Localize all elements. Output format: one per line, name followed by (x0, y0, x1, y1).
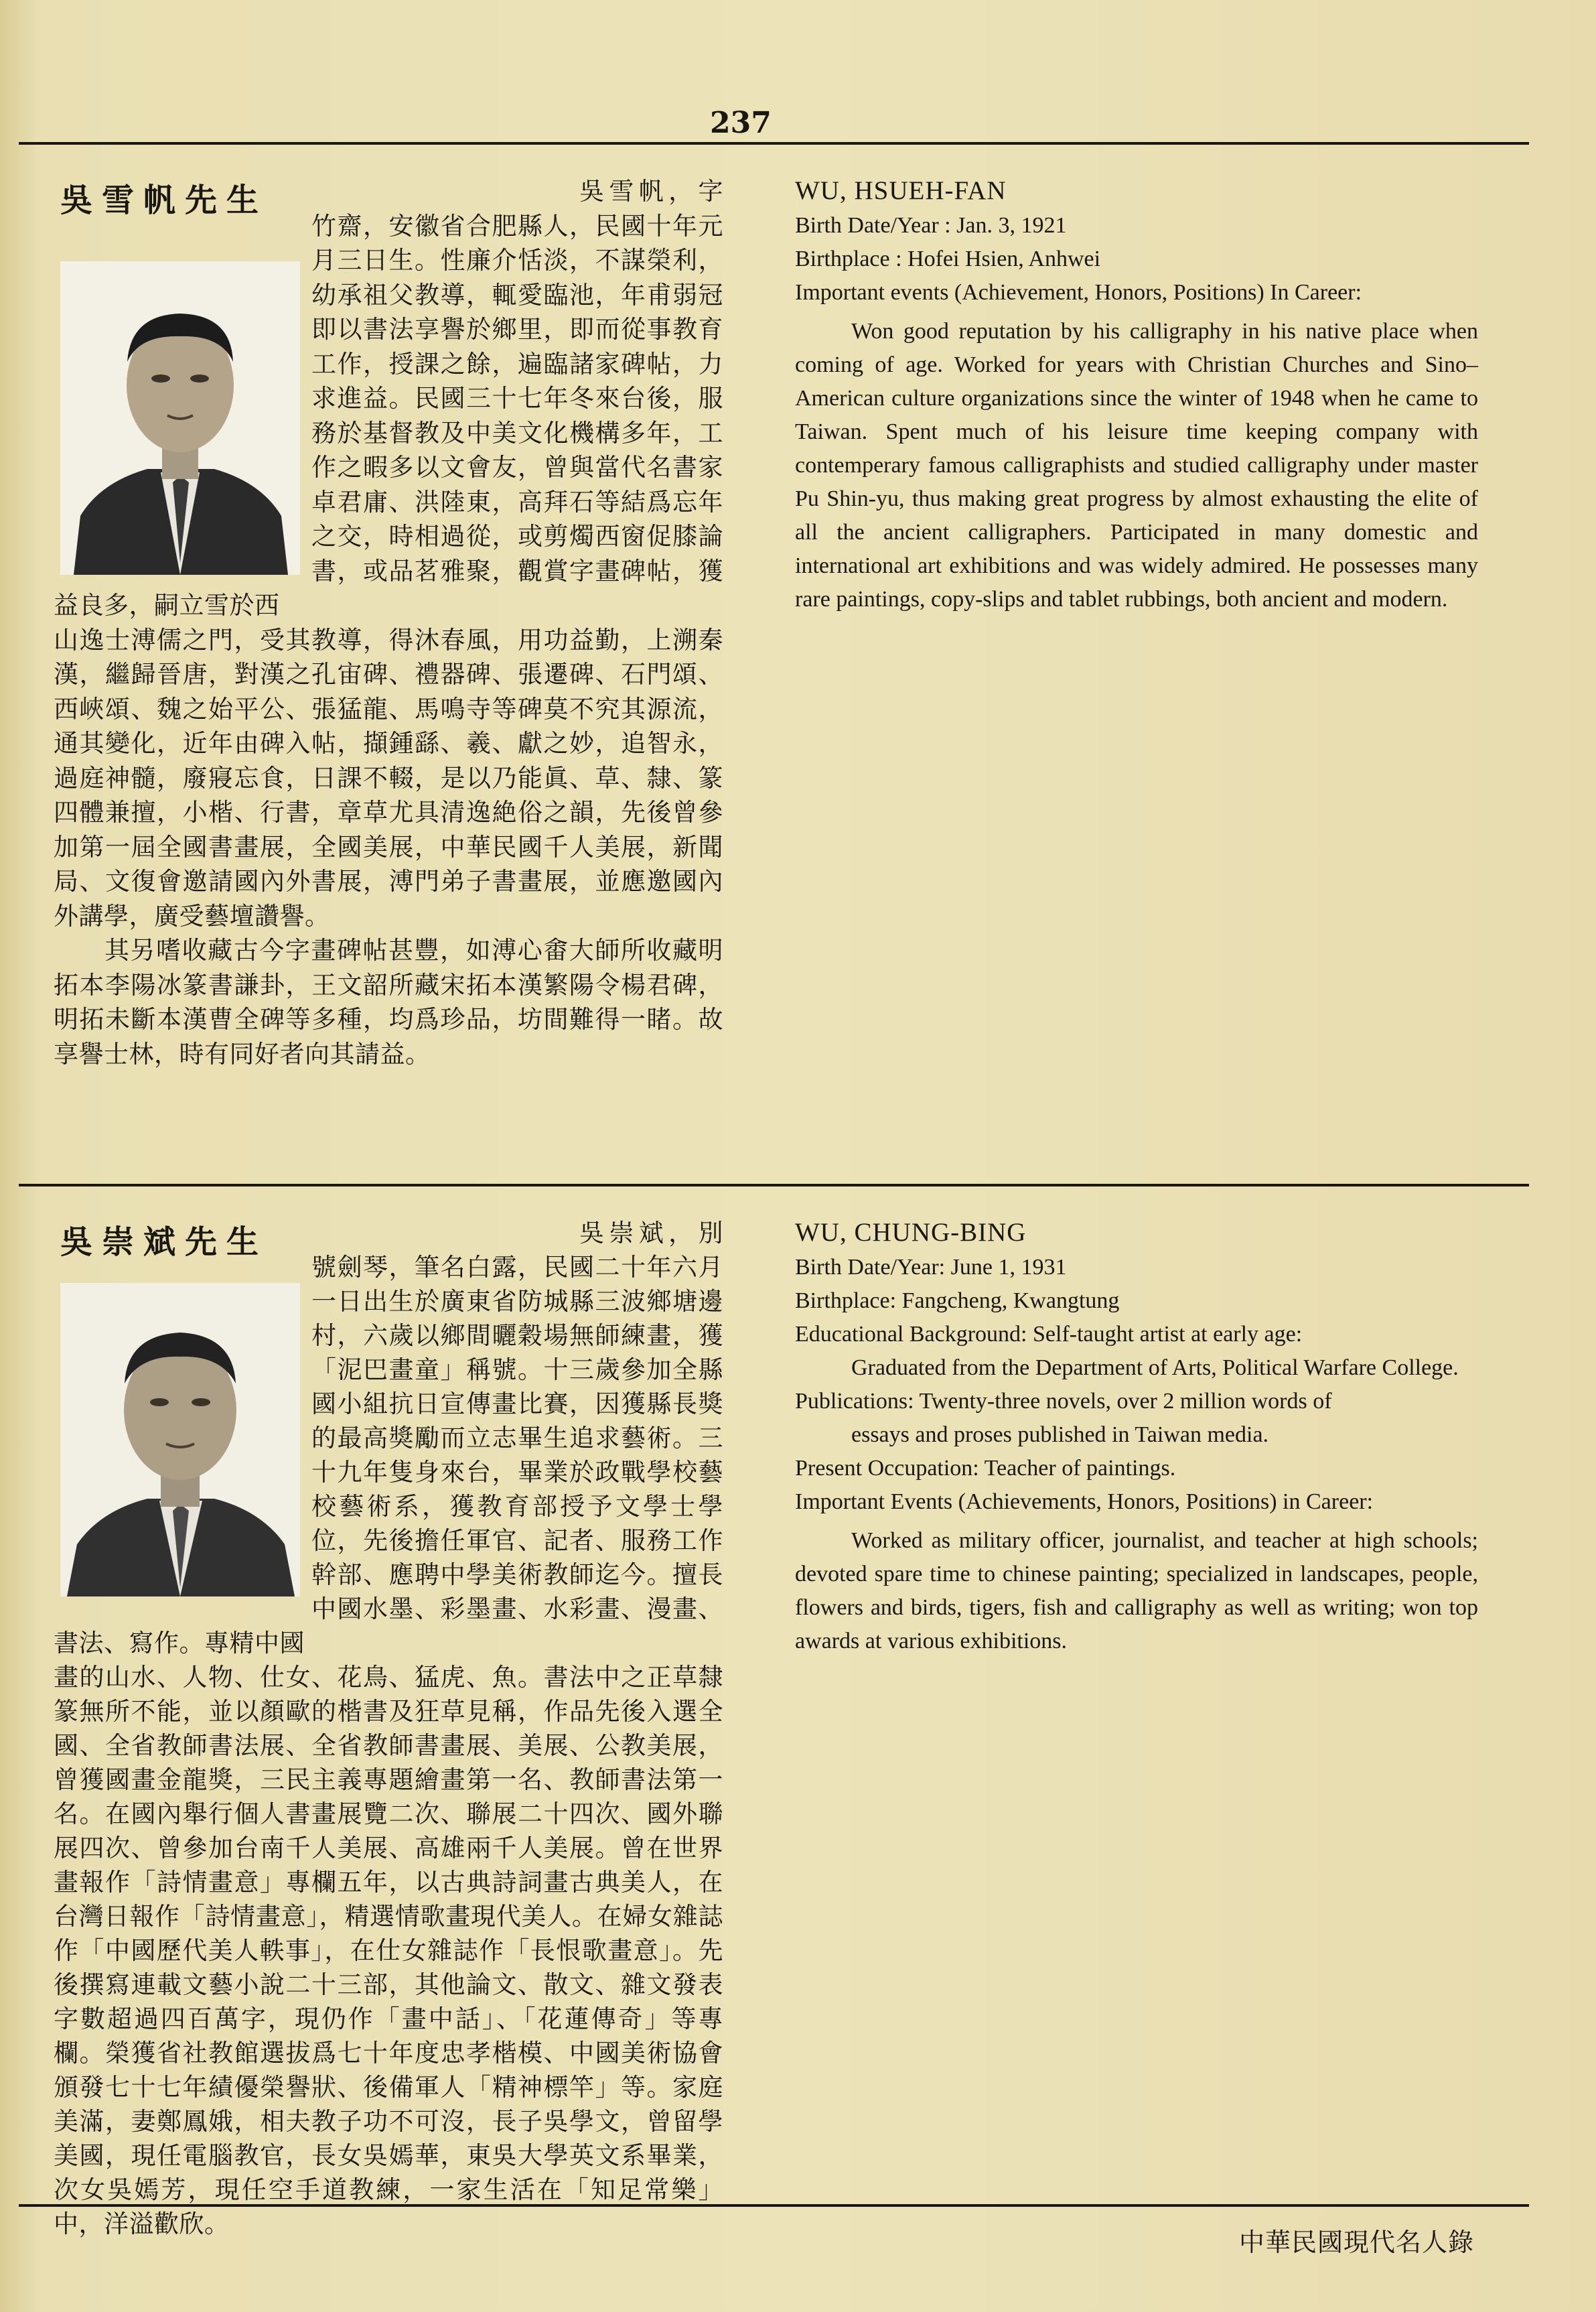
float-spacer (54, 1216, 311, 1598)
education-label: Educational Background: Self-taught artist at early age: (795, 1322, 1303, 1347)
chinese-bio-paragraph-1: 吳雪帆，字竹齋，安徽省合肥縣人，民國十年元月三日生。性廉介恬淡，不謀榮利，幼承祖父教導，輒愛臨池，年甫弱冠即以書法享譽於鄉里，即而從事教育工作，授課之餘，遍臨諸家碑帖，力求進益。民國三十七年冬來台後，服務於基督教及中美文化機構多年，工作之暇多以文會友，曾與當代名書家卓君庸、洪陸東，高拜石等結爲忘年之交，時相過從，或剪燭西窗促膝論書，或品茗雅聚，觀賞字畫碑帖，獲益良多，嗣立雪於西 (54, 177, 723, 620)
birth-date: Birth Date/Year: June 1, 1931 (795, 1255, 1067, 1280)
english-biography (795, 174, 1478, 616)
birth-date: Birth Date/Year : Jan. 3, 1921 (795, 213, 1067, 238)
chinese-bio-paragraph-1-cont: 畫的山水、人物、仕女、花鳥、猛虎、魚。書法中之正草隸篆無所不能，並以顏歐的楷書及狂草見稱，作品先後入選全國、全省教師書法展、全省教師書畫展、美展、公教美展，曾獲國畫金龍獎，三民主義專題繪畫第一名、教師書法第一名。在國內舉行個人書畫展覽二次、聯展二十四次、國外聯展四次、曾參加台南千人美展、高雄兩千人美展。曾在世界畫報作「詩情畫意」專欄五年，以古典詩詞畫古典美人，在台灣日報作「詩情畫意」，精選情歌畫現代美人。在婦女雜誌作「中國歷代美人軼事」，在仕女雜誌作「長恨歌畫意」。先後撰寫連載文藝小說二十三部，其他論文、散文、雜文發表字數超過四百萬字，現仍作「畫中話」、「花蓮傳奇」等專欄。榮獲省社教館選拔爲七十年度忠孝楷模、中國美術協會頒發七十七年績優榮譽狀、後備軍人「精神標竿」等。家庭美滿，妻鄭鳳娥，相夫教子功不可沒，長子吳學文，曾留學美國，現任電腦教官，長女吳嫣華，東吳大學英文系畢業，次女吳嫣芳，現任空手道教練，一家生活在「知足常樂」中，洋溢歡欣。 (54, 1663, 723, 2238)
chinese-bio-paragraph-2: 其另嗜收藏古今字畫碑帖甚豐，如溥心畬大師所收藏明拓本李陽冰篆書謙卦，王文韶所藏宋拓本漢繁陽令楊君碑，明拓未斷本漢曹全碑等多種，均爲珍品，坊間難得一睹。故享譽士林，時有同好者向其請益。 (54, 936, 723, 1069)
publications-detail: essays and proses published in Taiwan media. (851, 1422, 1269, 1447)
chinese-bio-paragraph-1: 吳崇斌，別號劍琴，筆名白露，民國二十年六月一日出生於廣東省防城縣三波鄉塘邊村，六歲以鄉間曬穀場無師練畫，獲「泥巴畫童」稱號。十三歲參加全縣國小組抗日宣傳畫比賽，因獲縣長獎的最高獎勵而立志畢生追求藝術。三十九年隻身來台，畢業於政戰學校藝校藝術系，獲教育部授予文學士學位，先後擔任軍官、記者、服務工作幹部、應聘中學美術教師迄今。擅長中國水墨、彩墨畫、水彩畫、漫畫、書法、寫作。專精中國 (54, 1219, 723, 1657)
english-name-heading: WU, CHUNG-BING (795, 1218, 1027, 1247)
chinese-bio-paragraph-1-cont: 山逸士溥儒之門，受其教導，得沐春風，用功益勤，上溯秦漢，繼歸晉唐，對漢之孔宙碑、禮器碑、張遷碑、石門頌、西峽頌、魏之始平公、張猛龍、馬鳴寺等碑莫不究其源流，通其變化，近年由碑入帖，擷鍾繇、羲、獻之妙，追智永，過庭神髓，廢寢忘食，日課不輟，是以乃能眞、草、隸、篆四體兼擅，小楷、行書，章草尤具清逸絶俗之韻，先後曾參加第一屆全國書畫展，全國美展，中華民國千人美展，新聞局、文復會邀請國內外書展，溥門弟子書畫展，並應邀國內外講學，廣受藝壇讚譽。 (54, 625, 723, 931)
english-bio-body: Won good reputation by his calligraphy in his native place when coming of age. Worked for years with Christian Churches and Sino–American culture organizations since the winter of 1948 when he came to Taiwan. Spent much of his leisure time keeping company with contemperary famous calligraphists and studied calligraphy under master Pu Shin-yu, thus making great progress by almost exhausting the elite of all the ancient calligraphers. Participated in many domestic and international art exhibitions and was widely admired. He possesses many rare paintings, copy-slips and tablet rubbings, both ancient and modern. (795, 319, 1478, 612)
important-events-label: Important events (Achievement, Honors, Positions) In Career: (795, 280, 1362, 305)
top-rule (19, 142, 1529, 145)
birthplace: Birthplace: Fangcheng, Kwangtung (795, 1288, 1120, 1313)
chinese-biography (54, 174, 723, 1071)
english-bio-body: Worked as military officer, journalist, and teacher at high schools; devoted spare time to chinese painting; specialized in landscapes, people, flowers and birds, tigers, fish and calligraphy as well as writing; won top awards at various exhibitions. (795, 1528, 1478, 1653)
entry-wu-chung-bing (54, 1216, 1494, 2238)
english-biography (795, 1216, 1478, 1658)
chinese-name-heading: 吳雪帆先生 (60, 182, 269, 219)
publications-label: Publications: Twenty-three novels, over 2 million words of (795, 1389, 1332, 1414)
education-detail: Graduated from the Department of Arts, Political Warfare College. (851, 1355, 1459, 1380)
present-occupation: Present Occupation: Teacher of paintings. (795, 1456, 1176, 1481)
important-events-label: Important Events (Achievements, Honors, Positions) in Career: (795, 1489, 1374, 1514)
section-divider (19, 1184, 1529, 1186)
english-name-heading: WU, HSUEH-FAN (795, 176, 1007, 205)
entry-wu-hsueh-fan (54, 174, 1494, 1166)
chinese-biography (54, 1216, 723, 2241)
page-number: 237 (710, 106, 772, 140)
float-spacer (54, 174, 311, 569)
footer-book-title: 中華民國現代名人錄 (1239, 2228, 1475, 2257)
chinese-name-heading: 吳崇斌先生 (60, 1223, 269, 1261)
bottom-rule (19, 2204, 1529, 2207)
birthplace: Birthplace : Hofei Hsien, Anhwei (795, 247, 1101, 271)
